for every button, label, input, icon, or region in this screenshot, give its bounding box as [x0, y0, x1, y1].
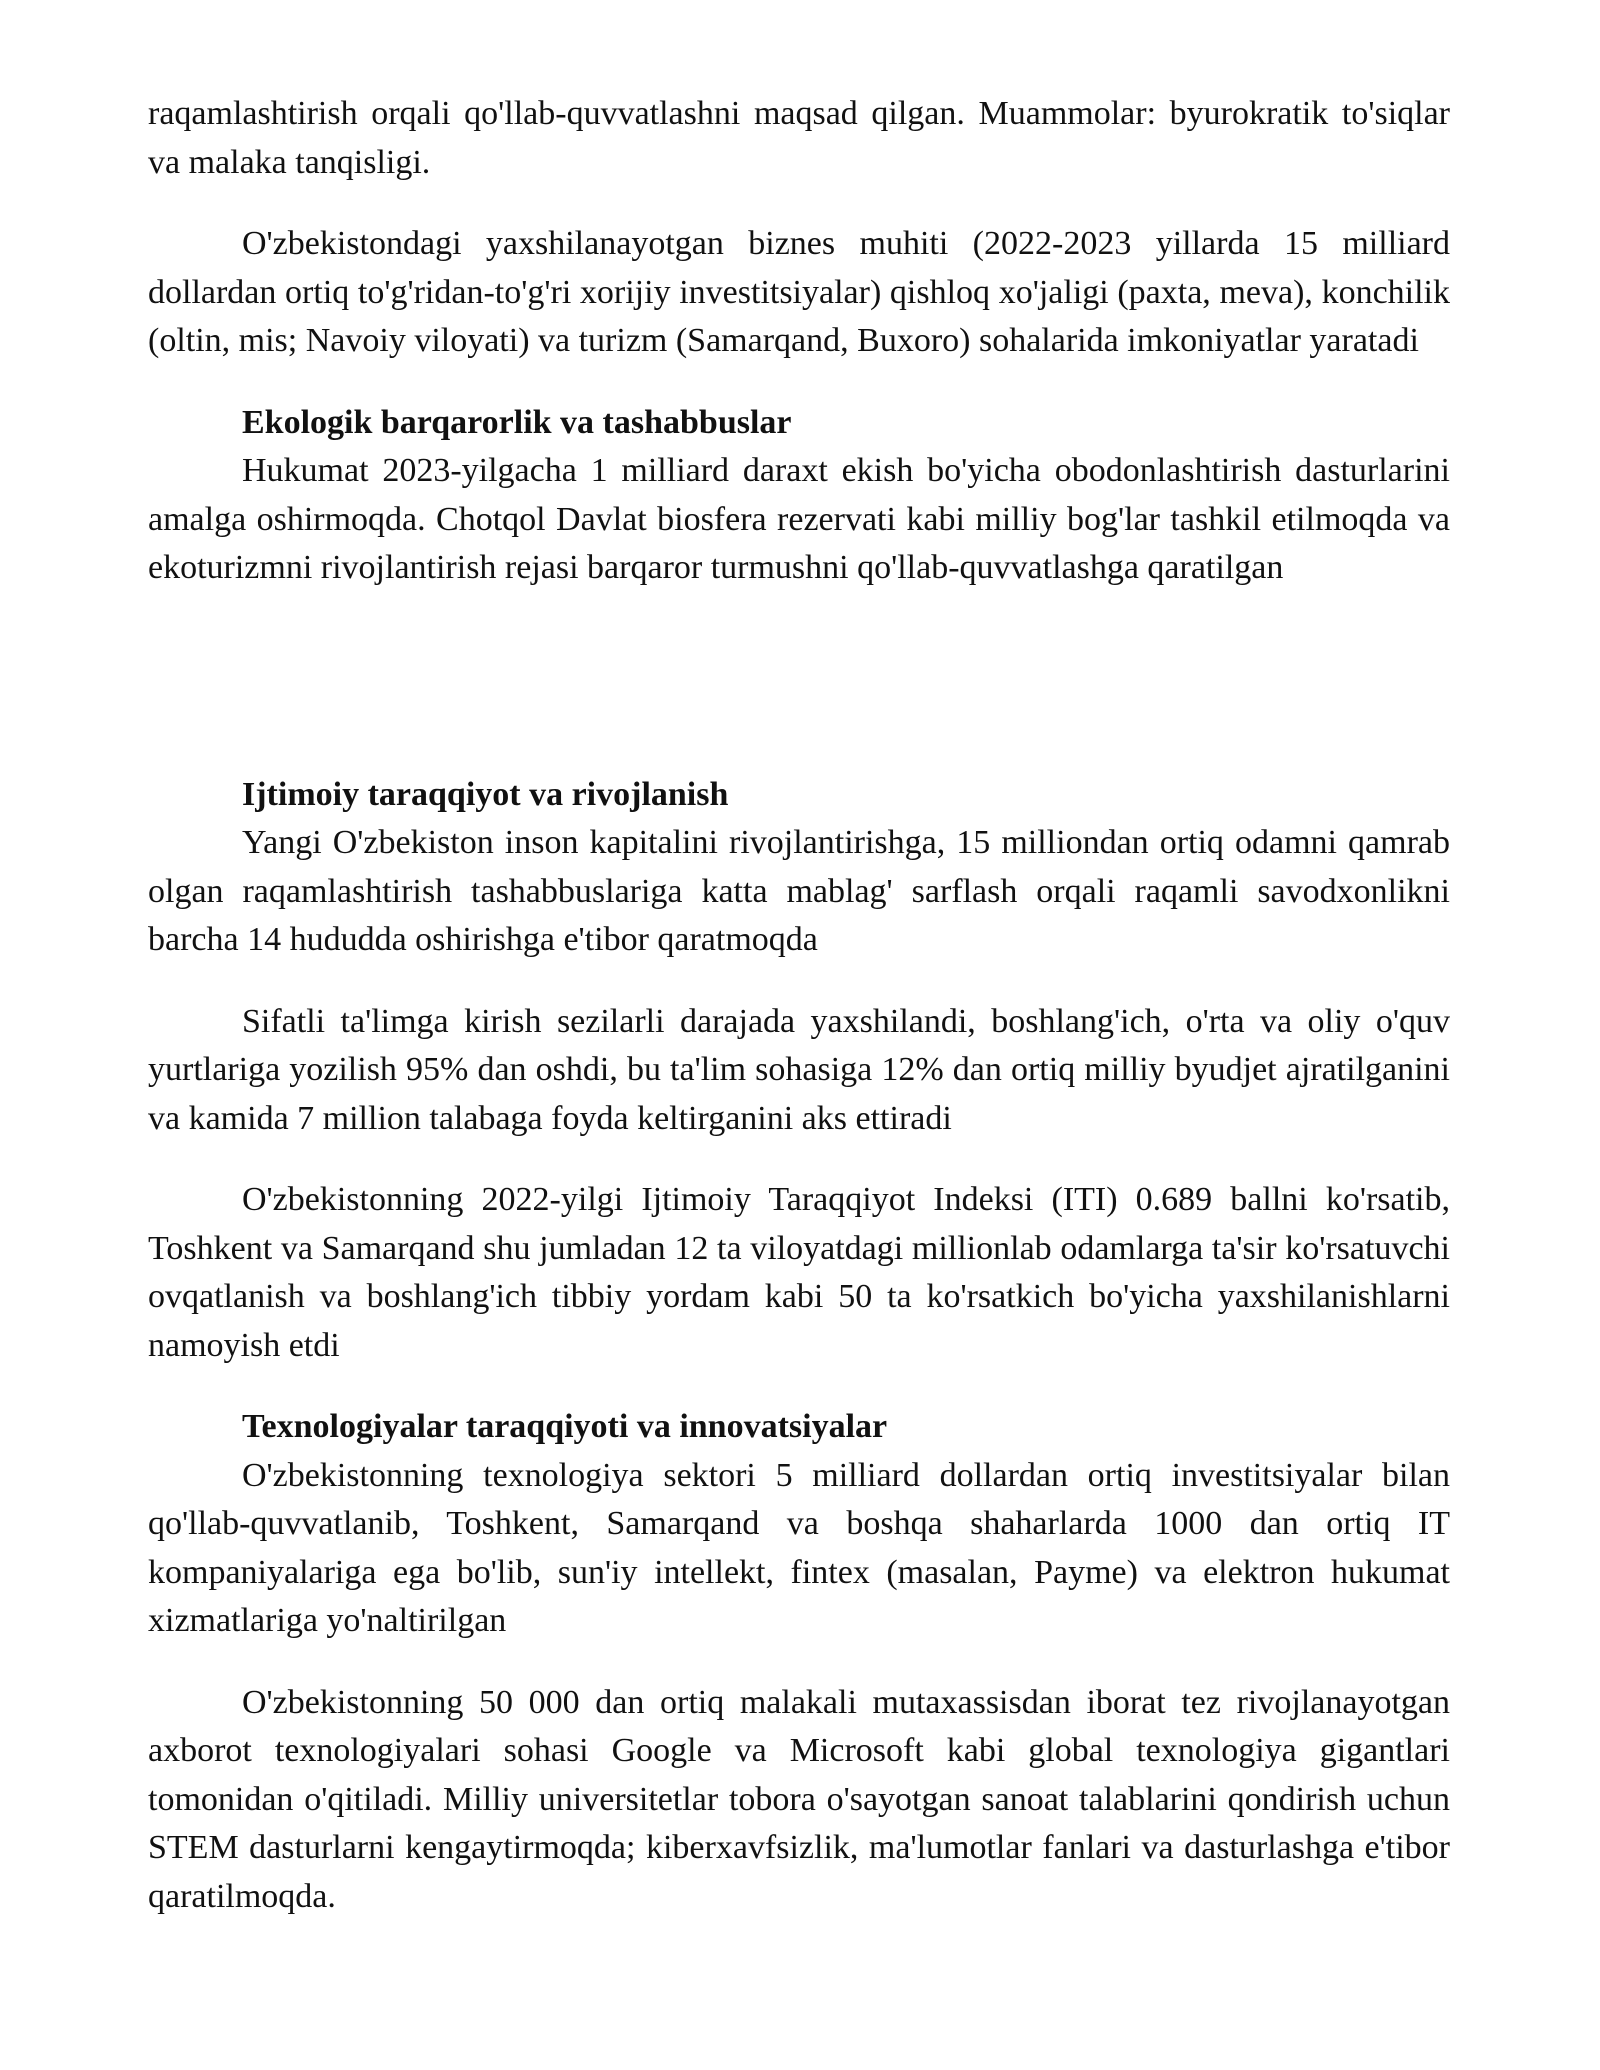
paragraph-it-specialists: O'zbekistonning 50 000 dan ortiq malakali mutaxassisdan iborat tez rivojlanayotgan axborot texnologiyalari sohasi Google va Microsoft kabi global texnologiya gigantlari tomonidan o'qitiladi. Milliy universitetlar tobora o'sayotgan sanoat talablarini qondirish uchun STEM dasturlarni kengaytirmoqda; kiberxavfsizlik, ma'lumotlar fanlari va dasturlashga e'tibor qaratilmoqda.	[148, 1683, 1450, 1915]
heading-social-development: Ijtimoiy taraqqiyot va rivojlanish	[242, 775, 729, 813]
paragraph-social-progress-index: O'zbekistonning 2022-yilgi Ijtimoiy Taraqqiyot Indeksi (ITI) 0.689 ballni ko'rsatib, Toshkent va Samarqand shu jumladan 12 ta viloyatdagi millionlab odamlarga ta'sir ko'rsatuvchi ovqatlanish va boshlang'ich tibbiy yordam kabi 50 ta ko'rsatkich bo'yicha yaxshilanishlarni namoyish etdi	[148, 1181, 1450, 1364]
heading-ecology: Ekologik barqarorlik va tashabbuslar	[242, 403, 792, 441]
paragraph-continuation: raqamlashtirish orqali qo'llab-quvvatlashni maqsad qilgan. Muammolar: byurokratik to'siqlar va malaka tanqisligi.	[148, 95, 1450, 181]
paragraph-human-capital: Yangi O'zbekiston inson kapitalini rivojlantirishga, 15 milliondan ortiq odamni qamrab olgan raqamlashtirish tashabbuslariga katta mablag' sarflash orqali raqamli savodxonlikni barcha 14 hududda oshirishga e'tibor qaratmoqda	[148, 824, 1450, 958]
paragraph-business-environment: O'zbekistondagi yaxshilanayotgan biznes muhiti (2022-2023 yillarda 15 milliard dollardan ortiq to'g'ridan-to'g'ri xorijiy investitsiyalar) qishloq xo'jaligi (paxta, meva), konchilik (oltin, mis; Navoiy viloyati) va turizm (Samarqand, Buxoro) sohalarida imkoniyatlar yaratadi	[148, 225, 1450, 359]
heading-technology: Texnologiyalar taraqqiyoti va innovatsiyalar	[242, 1408, 888, 1445]
paragraph-education: Sifatli ta'limga kirish sezilarli darajada yaxshilandi, boshlang'ich, o'rta va oliy o'quv yurtlariga yozilish 95% dan oshdi, bu ta'lim sohasiga 12% dan ortiq milliy byudjet ajratilganini va kamida 7 million talabaga foyda keltirganini aks ettiradi	[148, 1002, 1450, 1137]
paragraph-tech-sector: O'zbekistonning texnologiya sektori 5 milliard dollardan ortiq investitsiyalar bilan qo'llab-quvvatlanib, Toshkent, Samarqand va boshqa shaharlarda 1000 dan ortiq IT kompaniyalariga ega bo'lib, sun'iy intellekt, fintex (masalan, Payme) va elektron hukumat xizmatlariga yo'naltirilgan	[148, 1456, 1450, 1639]
paragraph-ecology: Hukumat 2023-yilgacha 1 milliard daraxt ekish bo'yicha obodonlashtirish dasturlarini amalga oshirmoqda. Chotqol Davlat biosfera rezervati kabi milliy bog'lar tashkil etilmoqda va ekoturizmni rivojlantirish rejasi barqaror turmushni qo'llab-quvvatlashga qaratilgan	[148, 452, 1450, 586]
document-page	[148, 90, 1450, 1921]
